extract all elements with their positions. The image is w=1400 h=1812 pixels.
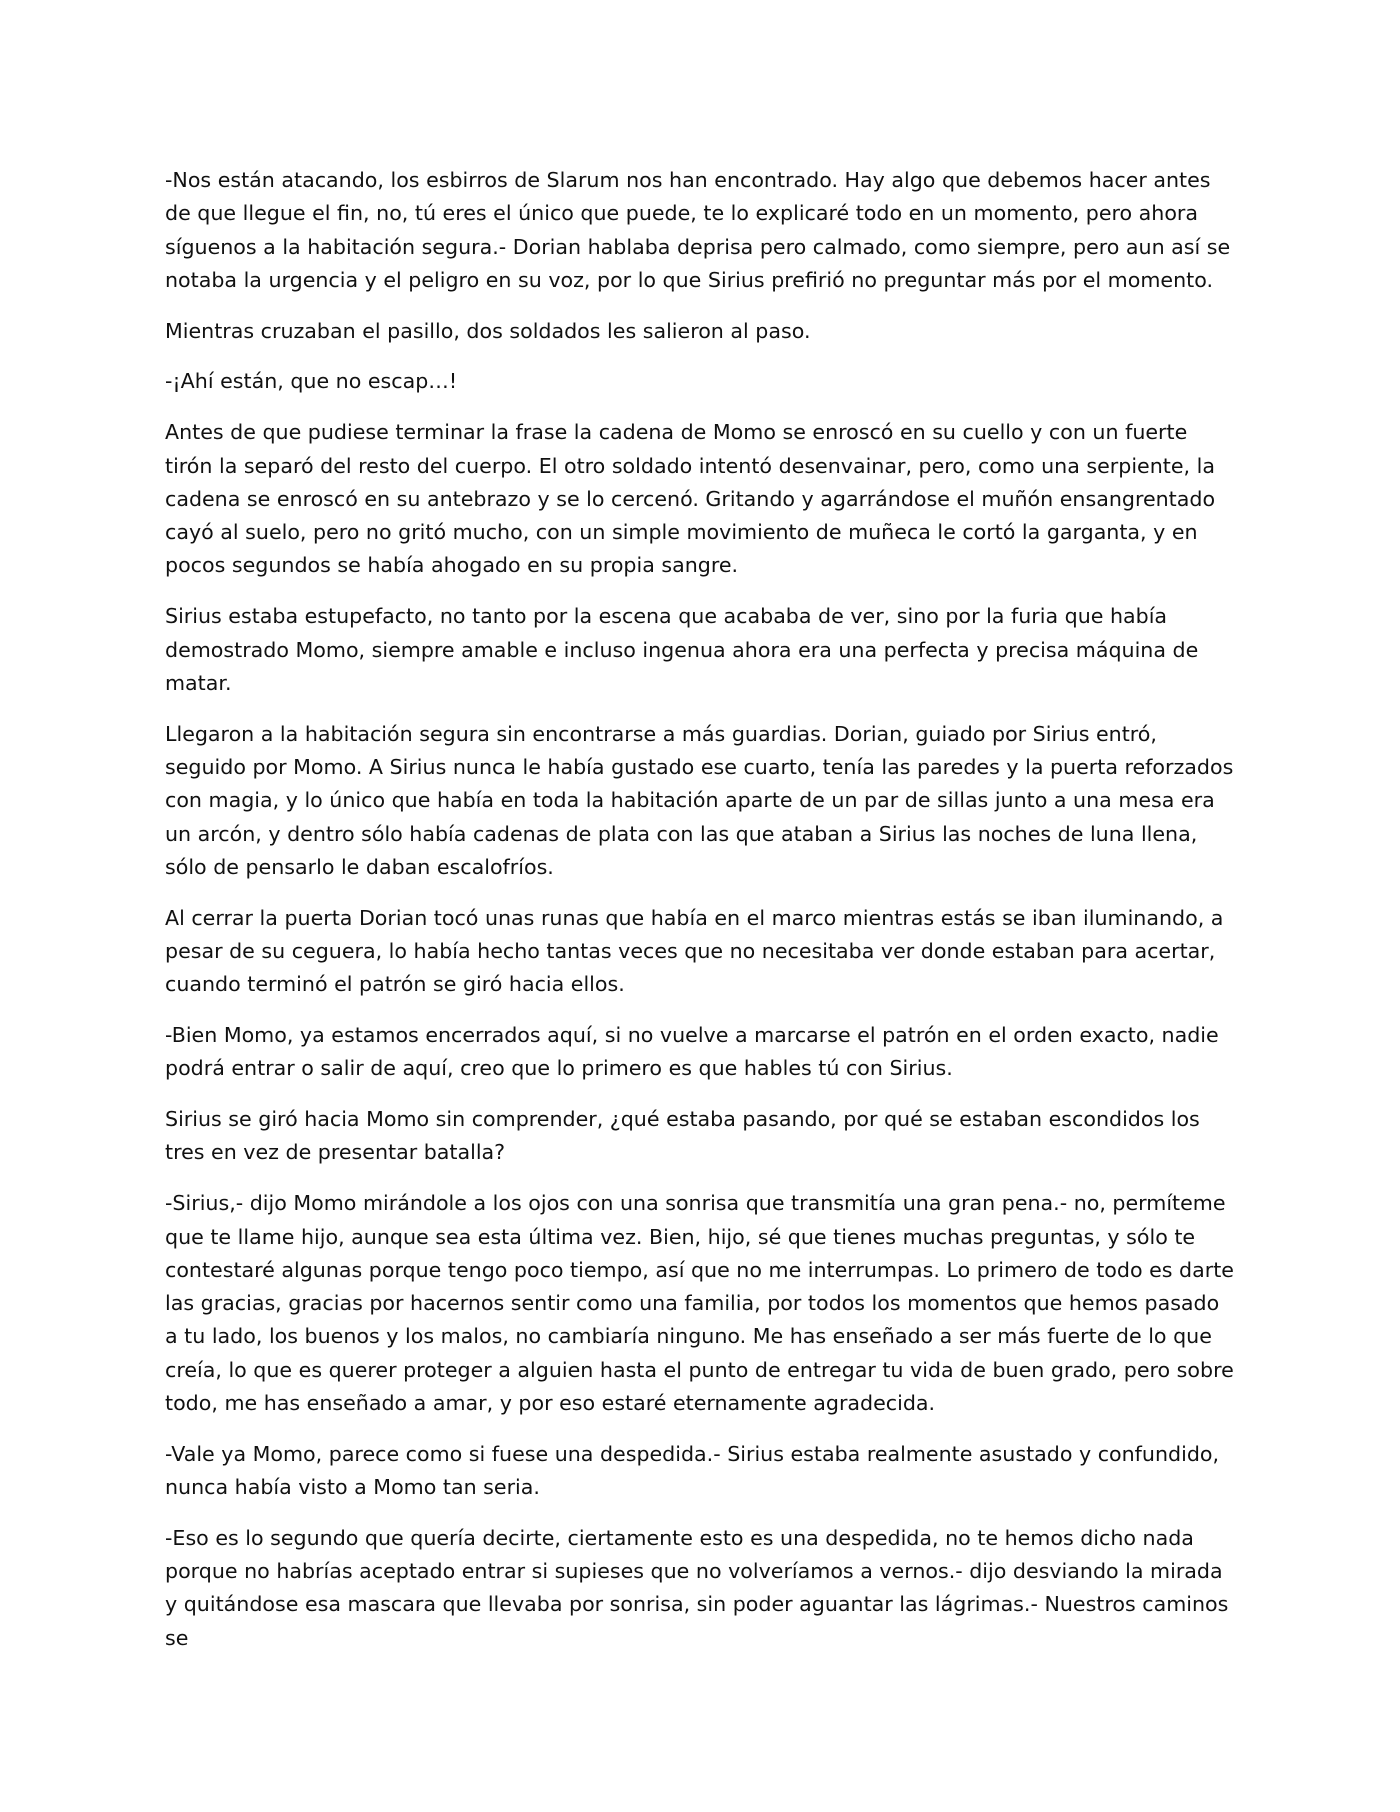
paragraph-6: Llegaron a la habitación segura sin encontrarse a más guardias. Dorian, guiado por Sirius entró, seguido por Momo. A Sirius nunca le había gustado ese cuarto, tenía las paredes y la puerta reforzados con magia, y lo único que había en toda la habitación aparte de un par de sillas junto a una mesa era un arcón, y dentro sólo había cadenas de plata con las que ataban a Sirius las noches de luna llena, sólo de pensarlo le daban escalofríos. [165,721,1234,879]
paragraph-8: -Bien Momo, ya estamos encerrados aquí, si no vuelve a marcarse el patrón en el orden exacto, nadie podrá entrar o salir de aquí, creo que lo primero es que hables tú con Sirius. [165,1023,1219,1081]
paragraph-12: -Eso es lo segundo que quería decirte, ciertamente esto es una despedida, no te hemos dicho nada porque no habrías aceptado entrar si supieses que no volveríamos a vernos.- dijo desviando la mirada y quitándose esa mascara que llevaba por sonrisa, sin poder aguantar las lágrimas.- Nuestros caminos se [165,1525,1229,1650]
paragraph-3: -¡Ahí están, que no escap…! [165,369,458,394]
paragraph-11: -Vale ya Momo, parece como si fuese una despedida.- Sirius estaba realmente asustado y confundido, nunca había visto a Momo tan seria. [165,1441,1220,1500]
document-body [165,164,1235,1673]
paragraph-9: Sirius se giró hacia Momo sin comprender, ¿qué estaba pasando, por qué se estaban escondidos los tres en vez de presentar batalla? [165,1107,1200,1165]
paragraph-2: Mientras cruzaban el pasillo, dos soldados les salieron al paso. [165,318,811,343]
paragraph-4: Antes de que pudiese terminar la frase la cadena de Momo se enroscó en su cuello y con un fuerte tirón la separó del resto del cuerpo. El otro soldado intentó desenvainar, pero, como una serpiente, la cadena se enroscó en su antebrazo y se lo cercenó. Gritando y agarrándose el muñón ensangrentado cayó al suelo, pero no gritó mucho, con un simple movimiento de muñeca le cortó la garganta, y en pocos segundos se había ahogado en su propia sangre. [165,420,1216,578]
paragraph-7: Al cerrar la puerta Dorian tocó unas runas que había en el marco mientras estás se iban iluminando, a pesar de su ceguera, lo había hecho tantas veces que no necesitaba ver donde estaban para acertar, cuando terminó el patrón se giró hacia ellos. [165,905,1224,997]
paragraph-5: Sirius estaba estupefacto, no tanto por la escena que acababa de ver, sino por la furia que había demostrado Momo, siempre amable e incluso ingenua ahora era una perfecta y precisa máquina de matar. [165,604,1199,695]
paragraph-1: -Nos están atacando, los esbirros de Slarum nos han encontrado. Hay algo que debemos hacer antes de que llegue el fin, no, tú eres el único que puede, te lo explicaré todo en un momento, pero ahora síguenos a la habitación segura.- Dorian hablaba deprisa pero calmado, como siempre, pero aun así se notaba la urgencia y el peligro en su voz, por lo que Sirius prefirió no preguntar más por el momento. [165,168,1231,292]
paragraph-10: -Sirius,- dijo Momo mirándole a los ojos con una sonrisa que transmitía una gran pena.- no, permíteme que te llame hijo, aunque sea esta última vez. Bien, hijo, sé que tienes muchas preguntas, y sólo te contestaré algunas porque tengo poco tiempo, así que no me interrumpas. Lo primero de todo es darte las gracias, gracias por hacernos sentir como una familia, por todos los momentos que hemos pasado a tu lado, los buenos y los malos, no cambiaría ninguno. Me has enseñado a ser más fuerte de lo que creía, lo que es querer proteger a alguien hasta el punto de entregar tu vida de buen grado, pero sobre todo, me has enseñado a amar, y por eso estaré eternamente agradecida. [165,1191,1234,1415]
